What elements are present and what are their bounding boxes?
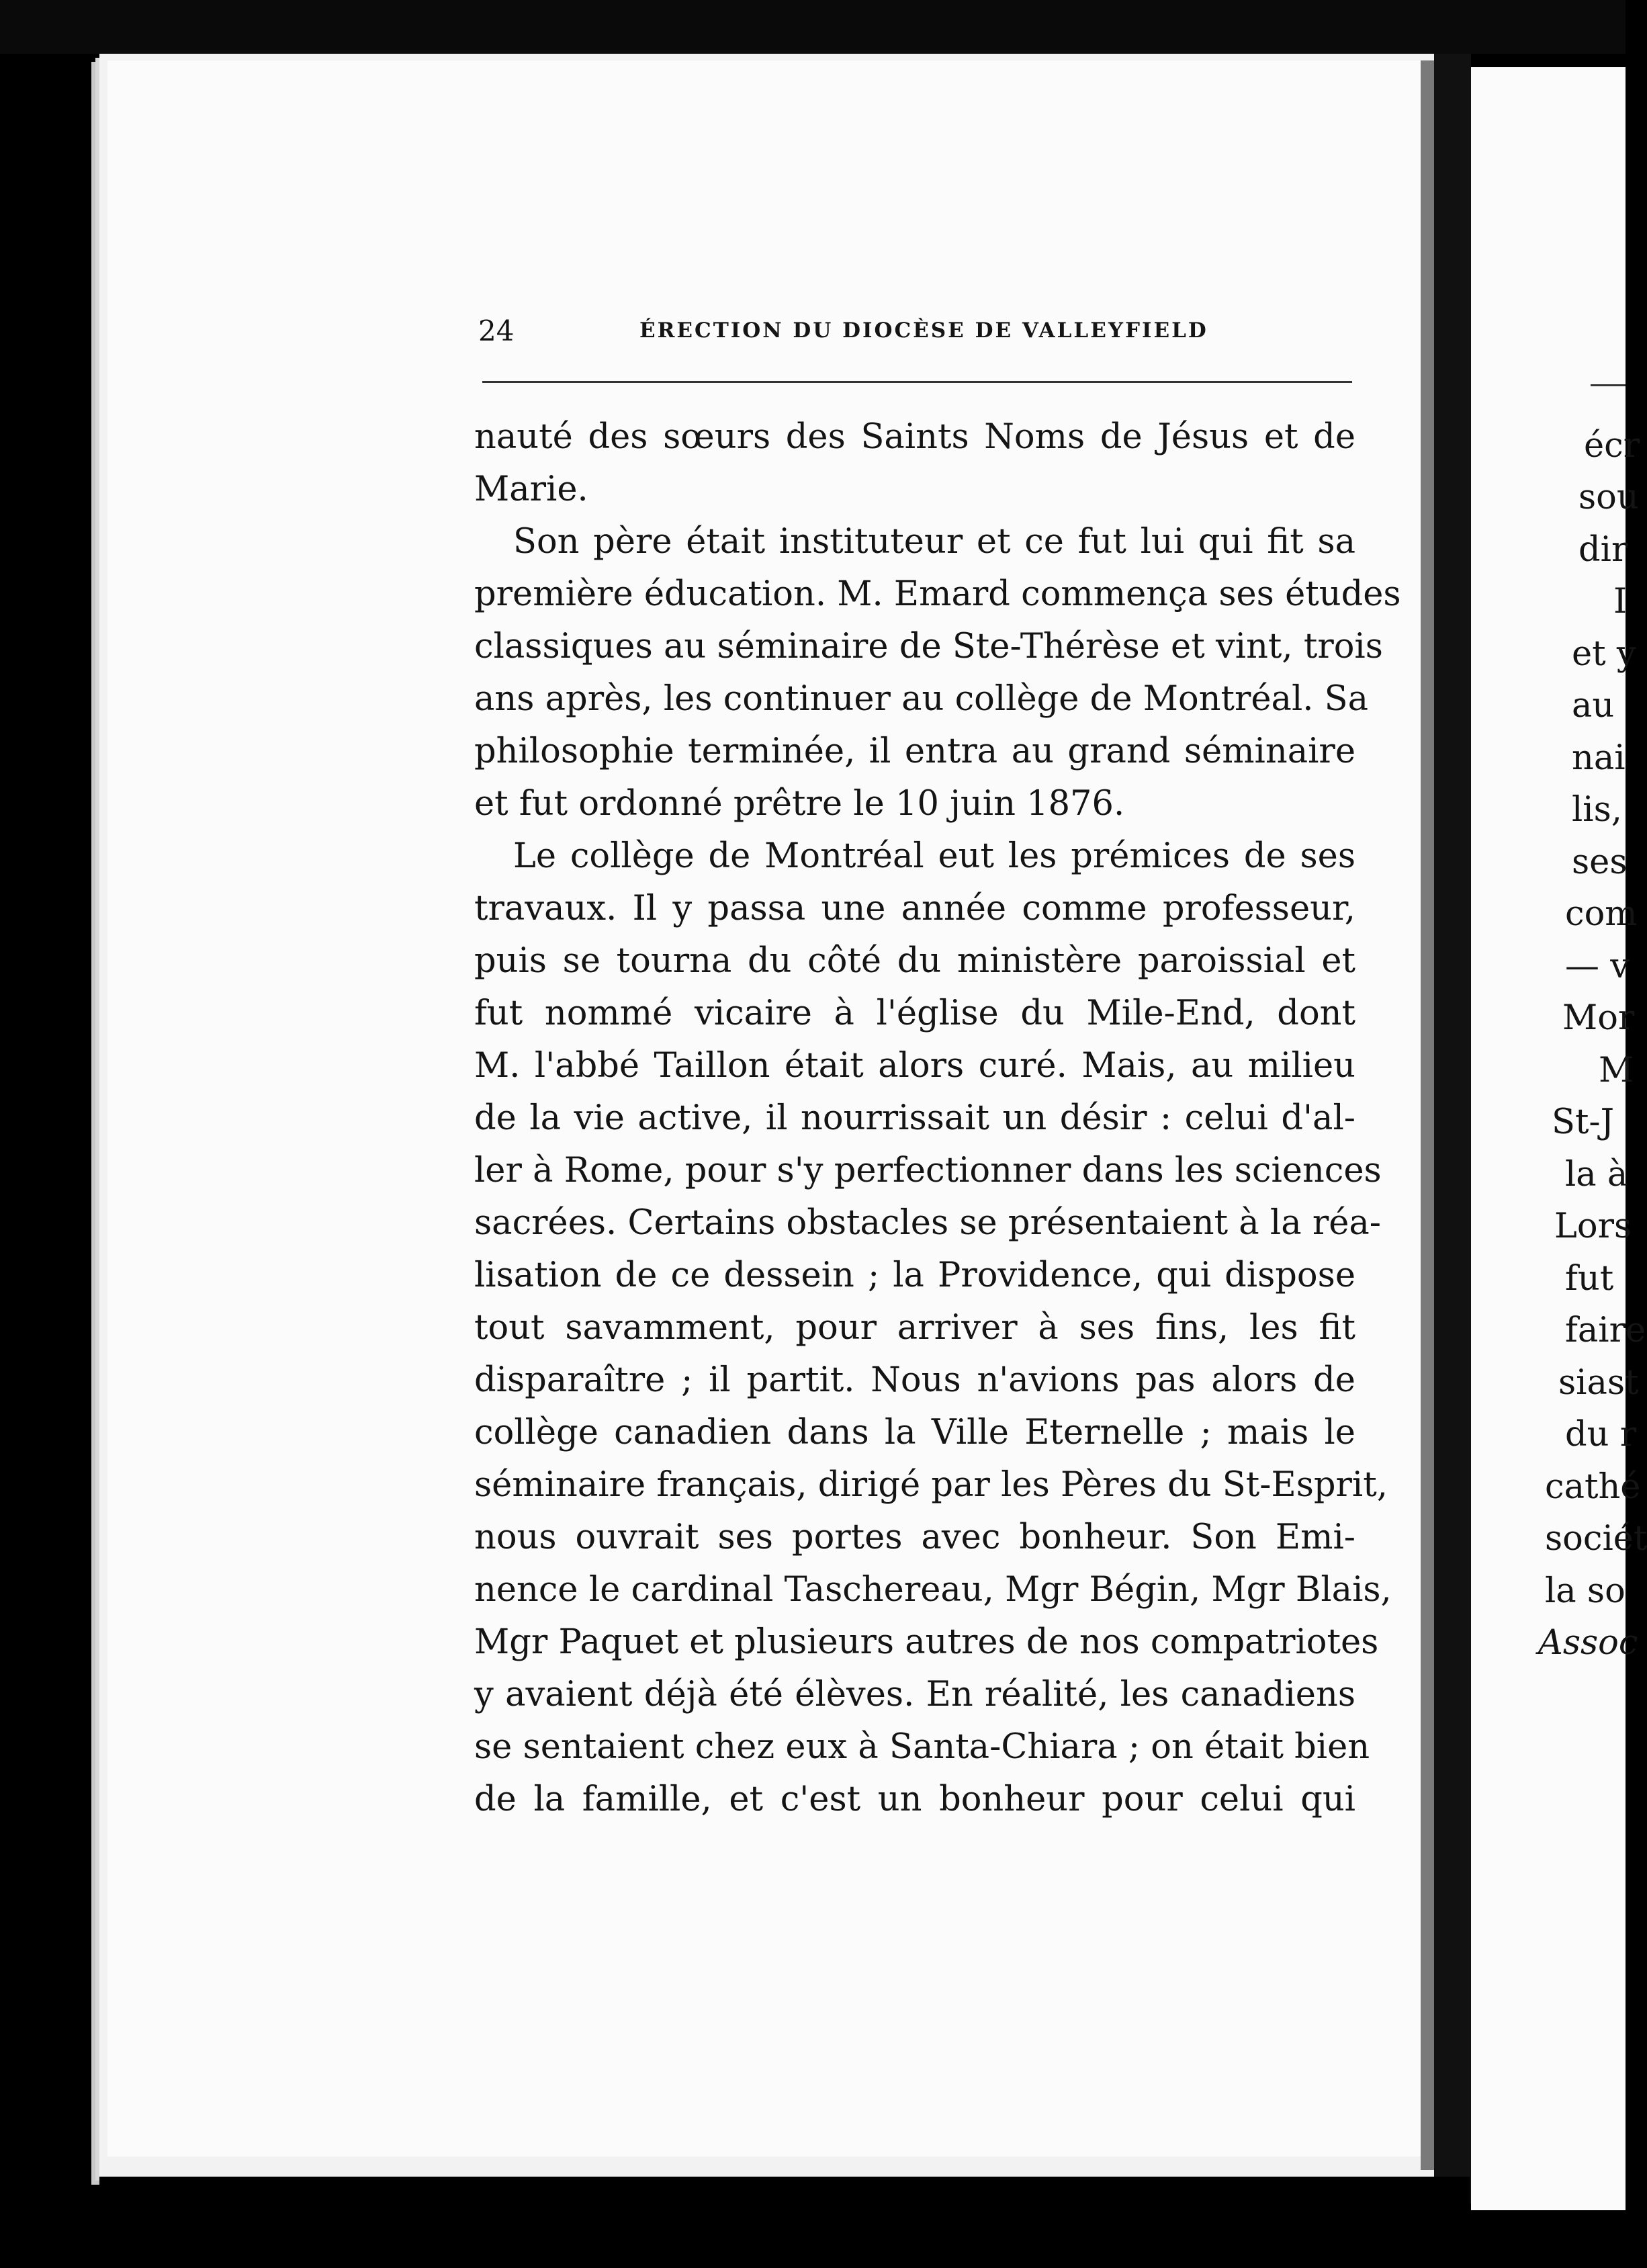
text-line: première éducation. M. Emard commença ses études xyxy=(474,574,1401,614)
text-line: travaux. Il y passa une année comme professeur, xyxy=(474,889,1355,928)
text-line: fut nommé vicaire à l'église du Mile-End, dont xyxy=(474,994,1355,1033)
text-line: de la famille, et c'est un bonheur pour celui qui xyxy=(474,1780,1355,1819)
text-line: de la vie active, il nourrissait un désir : celui d'al- xyxy=(474,1098,1355,1138)
running-header xyxy=(478,314,1356,355)
facing-fragment: écr xyxy=(1584,426,1640,466)
scan-background-top xyxy=(0,0,1626,54)
text-line: M. l'abbé Taillon était alors curé. Mais, au milieu xyxy=(474,1046,1355,1086)
header-rule xyxy=(482,381,1352,383)
book-gutter xyxy=(1434,54,1471,2204)
facing-fragment: dir xyxy=(1578,530,1628,570)
text-line: nence le cardinal Taschereau, Mgr Bégin, Mgr Blais, xyxy=(474,1570,1392,1610)
facing-fragment: sou xyxy=(1578,478,1639,517)
facing-fragment: Lors xyxy=(1554,1207,1632,1246)
facing-fragment: faire xyxy=(1565,1311,1646,1350)
text-line: ler à Rome, pour s'y perfectionner dans les sciences xyxy=(474,1151,1382,1190)
running-title: ÉRECTION DU DIOCÈSE DE VALLEYFIELD xyxy=(639,318,1208,343)
text-line: disparaître ; il partit. Nous n'avions pas alors de xyxy=(474,1360,1355,1400)
text-line: nauté des sœurs des Saints Noms de Jésus et de xyxy=(474,417,1355,457)
text-line: Mgr Paquet et plusieurs autres de nos compatriotes xyxy=(474,1622,1379,1662)
facing-fragment: du r xyxy=(1565,1415,1637,1454)
facing-fragment: la so xyxy=(1545,1571,1626,1611)
text-line: y avaient déjà été élèves. En réalité, les canadiens xyxy=(474,1675,1355,1714)
text-line: et fut ordonné prêtre le 10 juin 1876. xyxy=(474,784,1125,824)
page-number: 24 xyxy=(478,314,515,347)
facing-fragment: I xyxy=(1613,582,1628,621)
facing-fragment: fut xyxy=(1565,1259,1614,1299)
facing-fragment: sociét xyxy=(1545,1519,1647,1559)
text-line: Le collège de Montréal eut les prémices de ses xyxy=(513,836,1355,876)
facing-fragment: et y xyxy=(1572,634,1636,674)
scan-background-bottom xyxy=(99,2177,1470,2268)
text-line: tout savamment, pour arriver à ses fins, les fit xyxy=(474,1308,1355,1348)
facing-fragment: ses xyxy=(1572,842,1628,882)
facing-fragment: siast xyxy=(1558,1363,1639,1403)
text-line: ans après, les continuer au collège de Montréal. Sa xyxy=(474,679,1369,719)
text-line: Son père était instituteur et ce fut lui qui fit sa xyxy=(513,522,1355,562)
text-line: séminaire français, dirigé par les Pères du St-Esprit, xyxy=(474,1465,1388,1505)
page-edge-shadow xyxy=(1421,60,1434,2170)
text-line: lisation de ce dessein ; la Providence, qui dispose xyxy=(474,1256,1355,1295)
facing-fragment: St-J xyxy=(1552,1102,1615,1142)
body-text xyxy=(474,411,1401,1826)
text-line: collège canadien dans la Ville Eternelle ; mais le xyxy=(474,1413,1355,1452)
text-line: philosophie terminée, il entra au grand séminaire xyxy=(474,732,1355,771)
facing-fragment: com xyxy=(1565,894,1638,934)
text-line: nous ouvrait ses portes avec bonheur. Son Emi- xyxy=(474,1518,1355,1557)
facing-fragment: nai xyxy=(1572,738,1626,778)
facing-header-rule xyxy=(1591,384,1626,386)
facing-fragment: Assoc xyxy=(1538,1623,1638,1663)
text-line: sacrées. Certains obstacles se présentaient à la réa- xyxy=(474,1203,1382,1243)
facing-fragment: M xyxy=(1599,1051,1634,1090)
facing-fragment: — v xyxy=(1565,947,1630,986)
facing-fragment: la à xyxy=(1565,1155,1628,1194)
text-line: classiques au séminaire de Ste-Thérèse et vint, trois xyxy=(474,627,1383,666)
text-line: se sentaient chez eux à Santa-Chiara ; on était bien xyxy=(474,1727,1370,1767)
text-line: puis se tourna du côté du ministère paroissial et xyxy=(474,941,1355,981)
text-line: Marie. xyxy=(474,470,588,509)
facing-fragment: au xyxy=(1572,686,1615,726)
facing-fragment: lis, xyxy=(1572,790,1623,830)
facing-fragment: cathé xyxy=(1545,1467,1641,1507)
facing-fragment: Mor xyxy=(1562,998,1635,1038)
